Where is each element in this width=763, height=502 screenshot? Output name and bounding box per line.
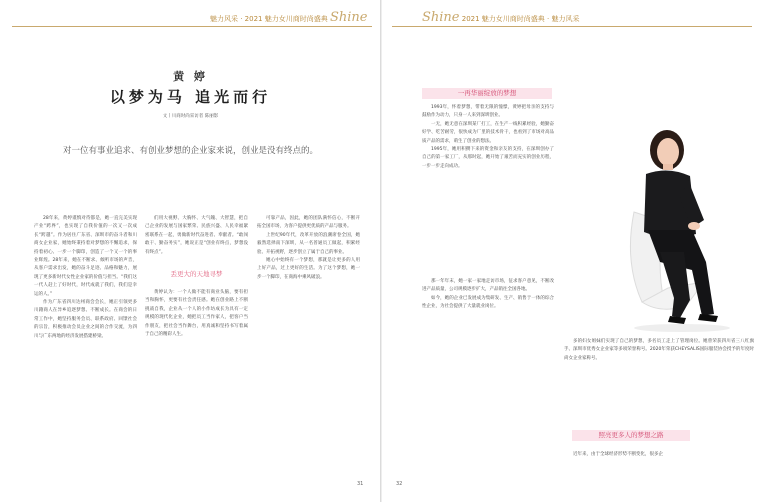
paragraph: 1995年，她用积攒下来的资金和亲友的支持，在深圳创办了自己的第一家工厂，从那时起，她开始了艰苦而充实的创业历程，一步一步走向成功。 xyxy=(422,147,554,169)
paragraph: 那一年年末，她一家一家地走访市场，征求客户意见，不断改进产品质量，公司规模逐步扩大，产品销往全国各地。 xyxy=(422,279,554,293)
portrait-photo xyxy=(564,102,754,338)
paragraph: 她心中始终有一个梦想，那就是让更多的人用上好产品，过上更好的生活。为了这个梦想，她一步一个脚印，在商海中乘风破浪。 xyxy=(257,258,360,280)
right-column-2 xyxy=(422,278,554,478)
article-byline: 文丨川商时尚采访者 陈丽影 xyxy=(162,114,219,119)
article-title: 以梦为马 追光而行 xyxy=(109,88,272,106)
right-page-number: 32 xyxy=(396,481,403,487)
businesswoman-portrait-image xyxy=(564,102,754,338)
paragraph: 近年来，由于全球经济形势不断变化，很多企 xyxy=(573,452,663,457)
paragraph: 黄婷认为：一个人做不能有商业头脑，要有担当和胸怀，更要有社会责任感。她在创业路上不断挑战自我，企业从一个人的小作坊成长为具有一定规模的现代化企业，她把员工当作家人，把客户当作朋友，把社会当作舞台，用真诚和坚持书写着属于自己的精彩人生。 xyxy=(145,290,248,338)
left-header-logo: Shine xyxy=(329,10,368,25)
paragraph: 28年来，黄婷谨慎对待都是，她一直完美实现产业“跨界”，也实现了自我价值的一次又一次成长“跨越”。作为居住广东省、深圳市的奋斗者和川商女企业家，她始终秉持着对梦想的不懈追求，保持着初心、一步一个脚印，创造了一个又一个的事业辉煌。28年来，她在不断求、倾听市场的声音，从客户需求出发，她的奋斗足迹、品格和魅力，展现了更多新时代女性企业家的价值与担当。“我们这一代人赶上了好时代，时代成就了我们，我们是幸运的人。” xyxy=(34,216,137,297)
left-column-1 xyxy=(34,215,137,477)
left-column-3 xyxy=(257,215,360,477)
left-column-2 xyxy=(145,215,248,477)
left-header-rule xyxy=(12,26,372,27)
right-header-text: 2021 魅力女川商时尚盛典 · 魅力风采 xyxy=(461,15,580,23)
right-column-3-continued xyxy=(564,451,754,471)
section-heading-dream: 一再华丽绽放的梦想 xyxy=(422,88,552,99)
left-page xyxy=(0,0,381,502)
paragraph: 作为广东省四川达州商会会长，她正引领更多川籍商人在异乡追逐梦想、不断成长。在商会的日常工作中，她坚持服务会员、联系政府、回馈社会的宗旨，积极推动会员企业之间的合作交流，为四川与广东两地的经济发展搭建桥梁。 xyxy=(34,300,137,339)
right-column-1 xyxy=(422,104,554,276)
section-subheading: 丢更大的天地寻梦 xyxy=(170,270,223,279)
right-header-logo: Shine xyxy=(422,10,460,25)
right-column-3 xyxy=(564,338,754,418)
paragraph: 一无，她无意在深圳某厂打工，在生产一线积累经验，她勤奋好学、吃苦耐劳，很快成为厂里的技术骨干，也看到了市场对高品质产品的需求，萌生了创业的想法。 xyxy=(422,121,554,144)
left-header-text: 魅力风采 · 2021 魅力女川商时尚盛典 xyxy=(210,15,328,23)
paragraph: 可靠产品，因此，她的团队满怀信心，不断开拓全国市场，为客户提供更优质的产品与服务。 xyxy=(257,216,360,230)
left-running-header xyxy=(210,10,367,24)
paragraph: 多的妇女姐妹们实现了自己的梦想，多名员工走上了管理岗位。她曾荣获四川省三八红旗手、深圳市优秀女企业家等多项荣誉称号。2020年荣获CHEYSALIS国际服装协会授予的年度时尚女企业家称号。 xyxy=(564,339,754,361)
paragraph: 1993年，怀着梦想，带着无限的憧憬，黄婷把母亲的支持与鼓励作为动力，只身一人来到深圳创业。 xyxy=(422,105,554,119)
right-header-rule xyxy=(392,26,752,27)
right-running-header xyxy=(422,10,579,24)
article-lead: 对一位有事业追求、有创业梦想的企业家来说，创业是没有终点的。 xyxy=(62,146,318,156)
paragraph: 们用大视野、大胸怀、大气魄、大智慧，把自己企业的发展与国家繁荣、民族兴盛、人民幸福紧密联系在一起，勇做新时代奋进者、奉献者。“敢闯敢干、勤奋务实”，她说正是“创业有终点，梦想没有终点”。 xyxy=(145,216,248,255)
paragraph: 上世纪90年代，改革开放的浪潮席卷全国，她毅然选择南下深圳，从一名普通员工做起，积累经验、开拓视野，逐步创立了属于自己的事业。 xyxy=(257,232,360,255)
section-heading-light: 照亮更多人的梦想之路 xyxy=(572,430,690,441)
paragraph: 如今，她的企业已发展成为集研发、生产、销售于一体的综合性企业，为社会提供了大量就业岗位。 xyxy=(422,295,554,310)
article-author: 黄 婷 xyxy=(173,70,208,83)
right-page xyxy=(382,0,763,502)
left-page-number: 31 xyxy=(357,481,364,487)
